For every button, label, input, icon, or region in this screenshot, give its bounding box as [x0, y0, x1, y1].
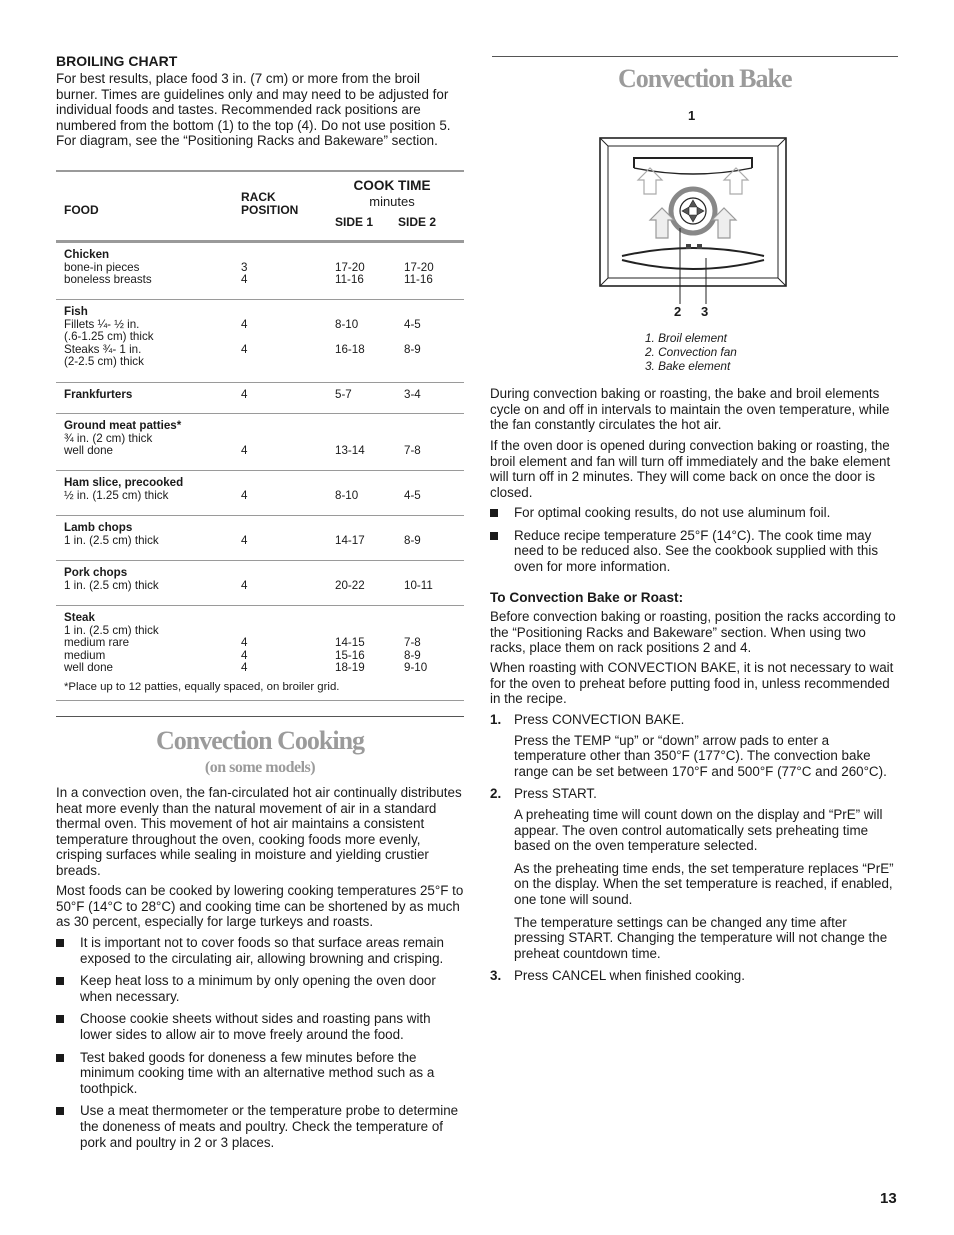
bullet-square-icon [56, 1015, 64, 1023]
side1-time-cell [335, 249, 365, 287]
rack-position-cell [241, 306, 247, 356]
rack-position: 4 [241, 636, 248, 650]
rack-position: 4 [241, 388, 248, 401]
side2-time [404, 612, 427, 625]
side1-time: 11-16 [335, 273, 364, 287]
food-detail: well done [64, 444, 113, 458]
side2-time: 4-5 [404, 317, 421, 331]
side1-time: 13-14 [335, 444, 365, 458]
step-2-detail-1: A preheating time will count down on the display and “PrE” will appear. The oven control automatically sets preheating time based on the oven temperature selected. [514, 806, 883, 854]
bullet-square-icon [56, 977, 64, 985]
food-cell [64, 306, 234, 369]
rack-position: 4 [241, 342, 248, 356]
broiling-intro: For best results, place food 3 in. (7 cm) or more from the broil burner. Times are guidelines only and may need to be adjusted for individual foods and tastes. Recommended rack positions are numbered from the bottom (1) to the top (4). Do not use position 5. For diagram, see the “Positioning Racks and Bakeware” section. [56, 71, 451, 149]
list-item [56, 1050, 464, 1097]
food-detail: Steaks ¾- 1 in. [64, 342, 142, 356]
rack-position [241, 420, 247, 433]
list-item [56, 1011, 464, 1042]
side1-time [335, 567, 365, 580]
convection-bake-bullets [490, 505, 898, 574]
side1-time: 14-17 [335, 533, 365, 547]
rack-position: 4 [241, 578, 248, 592]
side1-time [335, 612, 365, 625]
side2-time-cell [404, 522, 421, 547]
side2-time: 7-8 [404, 636, 421, 650]
step-1 [490, 712, 898, 728]
bullet-square-icon [56, 1054, 64, 1062]
step-number: 3. [490, 968, 502, 984]
rack-position-cell [241, 420, 247, 458]
side1-time: 5-7 [335, 388, 352, 401]
oven-cavity-illustration [598, 128, 788, 318]
food-detail: ½ in. (1.25 cm) thick [64, 488, 169, 502]
food-name: Pork chops [64, 566, 128, 579]
bullet-square-icon [56, 1107, 64, 1115]
rack-position [241, 567, 247, 580]
caption-broil-element: 1. Broil element [645, 331, 727, 345]
side2-time [404, 522, 421, 535]
side1-time-cell [335, 306, 365, 356]
convection-cooking-p2: Most foods can be cooked by lowering cooking temperatures 25°F to 50°F (14°C to 28°C) and cooking time can be shortened by as much as 30 percent, especially for large turkeys and roasts. [56, 883, 464, 930]
side2-time-cell [404, 389, 421, 402]
side2-time [404, 331, 421, 344]
food-cell [64, 249, 234, 287]
side1-time: 8-10 [335, 317, 359, 331]
side1-time [335, 331, 365, 344]
side2-time [404, 567, 433, 580]
rack-position [241, 249, 247, 262]
rack-position: 4 [241, 273, 248, 287]
page-number: 13 [880, 1190, 897, 1207]
food-name: Frankfurters [64, 388, 133, 401]
food-detail: 1 in. (2.5 cm) thick [64, 578, 159, 592]
food-detail: Fillets ¼- ½ in. [64, 317, 140, 331]
rack-position-cell [241, 389, 247, 402]
side2-time [404, 420, 421, 433]
convection-bake-p3: Before convection baking or roasting, position the racks according to the “Positioning Racks and Bakeware” section. When using two racks, place them on rack positions 2 and 4. [490, 609, 896, 656]
divider-line [56, 716, 464, 717]
food-cell [64, 420, 234, 458]
step-2-detail-2: As the preheating time ends, the set temperature replaces “PrE” on the display. When the set temperature is reached, if enabled, one tone will sound. [514, 860, 894, 907]
rack-position-cell [241, 522, 247, 547]
diagram-label-2: 2 [674, 304, 682, 319]
food-detail: medium [64, 648, 106, 662]
side2-time: 9-10 [404, 661, 428, 675]
side2-time: 8-9 [404, 533, 421, 547]
bullet-text: Reduce recipe temperature 25°F (14°C). The cook time may need to be reduced also. See the cookbook supplied with this oven for more information. [514, 527, 879, 574]
bullet-text: Keep heat loss to a minimum by only opening the oven door when necessary. [80, 973, 436, 1004]
side2-time-cell [404, 567, 433, 592]
food-name: Chicken [64, 248, 110, 261]
rack-position-cell [241, 477, 247, 502]
food-detail: well done [64, 661, 113, 675]
header-rack-line2: POSITION [241, 203, 299, 217]
step-text: Press CANCEL when finished cooking. [514, 968, 745, 984]
list-item [56, 973, 464, 1004]
food-detail: 1 in. (2.5 cm) thick [64, 533, 159, 547]
food-name: Fish [64, 305, 88, 318]
table-body [56, 243, 464, 701]
bullet-square-icon [490, 532, 498, 540]
rack-position [241, 612, 247, 625]
table-header [56, 170, 464, 243]
bullet-square-icon [490, 509, 498, 517]
step-text: Press START. [514, 786, 597, 802]
list-item [490, 528, 898, 575]
bullet-text: Choose cookie sheets without sides and roasting pans with lower sides to allow air to move freely around the food. [80, 1011, 431, 1042]
side1-time [335, 249, 365, 262]
bullet-text: Test baked goods for doneness a few minutes before the minimum cooking time with an alternative method such as a toothpick. [80, 1049, 435, 1096]
bullet-square-icon [56, 939, 64, 947]
rack-position [241, 522, 247, 535]
side1-time-cell [335, 612, 365, 675]
rack-position: 4 [241, 488, 248, 502]
convection-bake-p1: During convection baking or roasting, the bake and broil elements cycle on and off in intervals to maintain the oven temperature, while the fan constantly circulates the hot air. [490, 386, 890, 433]
side2-time-cell [404, 420, 421, 458]
to-convection-bake-heading: To Convection Bake or Roast: [490, 590, 684, 605]
food-name: Lamb chops [64, 521, 133, 534]
step-number: 1. [490, 712, 502, 727]
top-divider-line [492, 56, 898, 57]
table-row [56, 383, 464, 414]
bullet-text: Use a meat thermometer or the temperature probe to determine the doneness of meats and poultry. Check the temperature of pork and poultry in 2 or 3 places. [80, 1103, 459, 1150]
broiling-chart-heading: BROILING CHART [56, 53, 178, 69]
rack-position [241, 477, 247, 490]
bullet-text: For optimal cooking results, do not use aluminum foil. [514, 505, 831, 520]
step-2 [490, 786, 898, 802]
step-2-detail-3: The temperature settings can be changed any time after pressing START. Changing the temperature will not change the preheat countdown time. [514, 914, 888, 961]
rack-position [241, 331, 247, 344]
step-1-detail: Press the TEMP “up” or “down” arrow pads to enter a temperature other than 350°F (177°C). The convection bake range can be set between 170°F and 500°F (77°C and 260°C). [514, 732, 887, 779]
side1-time [335, 477, 358, 490]
food-detail: medium rare [64, 636, 130, 650]
food-name: Ham slice, precooked [64, 476, 184, 489]
table-row [56, 243, 464, 300]
list-item [56, 1103, 464, 1150]
diagram-label-1: 1 [688, 108, 696, 123]
table-row [56, 471, 464, 516]
header-rack-line1: RACK [241, 190, 276, 204]
convection-cooking-subtitle: (on some models) [204, 759, 316, 776]
rack-position [241, 306, 247, 319]
food-detail: boneless breasts [64, 273, 152, 287]
food-cell [64, 522, 234, 547]
convection-bake-p4: When roasting with CONVECTION BAKE, it is not necessary to wait for the oven to preheat before putting food in, unless recommended in the recipe. [490, 660, 894, 707]
rack-position-cell [241, 612, 247, 675]
food-detail: 1 in. (2.5 cm) thick [64, 623, 159, 637]
table-row [56, 516, 464, 561]
side2-time-cell [404, 612, 427, 675]
food-cell [64, 567, 234, 592]
side2-time: 8-9 [404, 648, 421, 662]
header-minutes: minutes [369, 194, 415, 209]
table-footnote: *Place up to 12 patties, equally spaced, on broiler grid. [64, 681, 340, 693]
rack-position: 4 [241, 648, 248, 662]
side2-time [404, 249, 434, 262]
side2-time-cell [404, 249, 434, 287]
header-rack-position [241, 191, 298, 217]
oven-diagram [598, 106, 788, 321]
header-side1: SIDE 1 [335, 215, 374, 229]
header-food: FOOD [64, 203, 99, 217]
rack-position-cell [241, 567, 247, 592]
side2-time: 10-11 [404, 578, 433, 592]
side1-time [335, 420, 365, 433]
side1-time: 14-15 [335, 636, 365, 650]
broiling-table [56, 170, 464, 701]
caption-bake-element: 3. Bake element [645, 359, 731, 373]
food-cell [64, 477, 234, 502]
header-side2: SIDE 2 [398, 215, 437, 229]
food-name: Ground meat patties* [64, 419, 182, 432]
rack-position: 4 [241, 317, 248, 331]
step-text: Press CONVECTION BAKE. [514, 712, 685, 727]
food-cell [64, 389, 234, 402]
side2-time [404, 306, 421, 319]
convection-cooking-title: Convection Cooking [155, 726, 365, 755]
side2-time: 11-16 [404, 273, 433, 287]
side1-time: 17-20 [335, 260, 365, 274]
convection-cooking-p1: In a convection oven, the fan-circulated hot air continually distributes heat more evenly than the natural movement of air in a standard thermal oven. This movement of hot air maintains a consistent temperature throughout the oven, cooking foods more evenly, crisping surfaces while sealing in moisture and yielding crustier breads. [56, 785, 462, 878]
header-cook-time: COOK TIME [353, 178, 431, 193]
caption-convection-fan: 2. Convection fan [645, 345, 737, 359]
food-detail: bone-in pieces [64, 260, 140, 274]
convection-bake-steps [490, 712, 898, 984]
side1-time: 15-16 [335, 648, 365, 662]
diagram-label-3: 3 [701, 304, 709, 319]
side2-time: 7-8 [404, 444, 421, 458]
side2-time: 8-9 [404, 342, 421, 356]
side1-time-cell [335, 477, 358, 502]
side1-time: 8-10 [335, 488, 359, 502]
bullet-text: It is important not to cover foods so that surface areas remain exposed to the circulating air, allowing browning and crisping. [80, 935, 444, 966]
side1-time-cell [335, 567, 365, 592]
side1-time: 20-22 [335, 578, 365, 592]
convection-bake-title: Convection Bake [618, 64, 792, 93]
rack-position: 4 [241, 661, 248, 675]
rack-position: 3 [241, 260, 248, 274]
side1-time: 16-18 [335, 342, 365, 356]
side2-time: 17-20 [404, 260, 434, 274]
rack-position: 4 [241, 533, 248, 547]
food-detail: (2-2.5 cm) thick [64, 355, 144, 369]
side1-time-cell [335, 522, 365, 547]
food-name: Steak [64, 611, 95, 624]
step-number: 2. [490, 786, 502, 802]
food-detail: ¾ in. (2 cm) thick [64, 431, 153, 445]
side2-time [404, 477, 421, 490]
side2-time: 3-4 [404, 388, 421, 401]
food-detail: (.6-1.25 cm) thick [64, 330, 154, 344]
side2-time-cell [404, 477, 421, 502]
side1-time-cell [335, 389, 352, 402]
table-row [56, 414, 464, 471]
side1-time: 18-19 [335, 661, 365, 675]
convection-cooking-bullets [56, 935, 464, 1150]
side1-time [335, 306, 365, 319]
rack-position-cell [241, 249, 247, 287]
table-row [56, 300, 464, 383]
side1-time [335, 522, 365, 535]
rack-position: 4 [241, 444, 248, 458]
list-item [490, 505, 898, 521]
convection-bake-p2: If the oven door is opened during convection baking or roasting, the broil element and fan will turn off immediately and the bake element will turn off in 2 minutes. They will come back on once the door is closed. [490, 438, 891, 500]
side2-time: 4-5 [404, 488, 421, 502]
food-cell [64, 612, 234, 675]
step-3 [490, 968, 898, 984]
side2-time-cell [404, 306, 421, 356]
diagram-captions [645, 331, 737, 373]
list-item [56, 935, 464, 966]
side1-time-cell [335, 420, 365, 458]
table-row [56, 561, 464, 606]
